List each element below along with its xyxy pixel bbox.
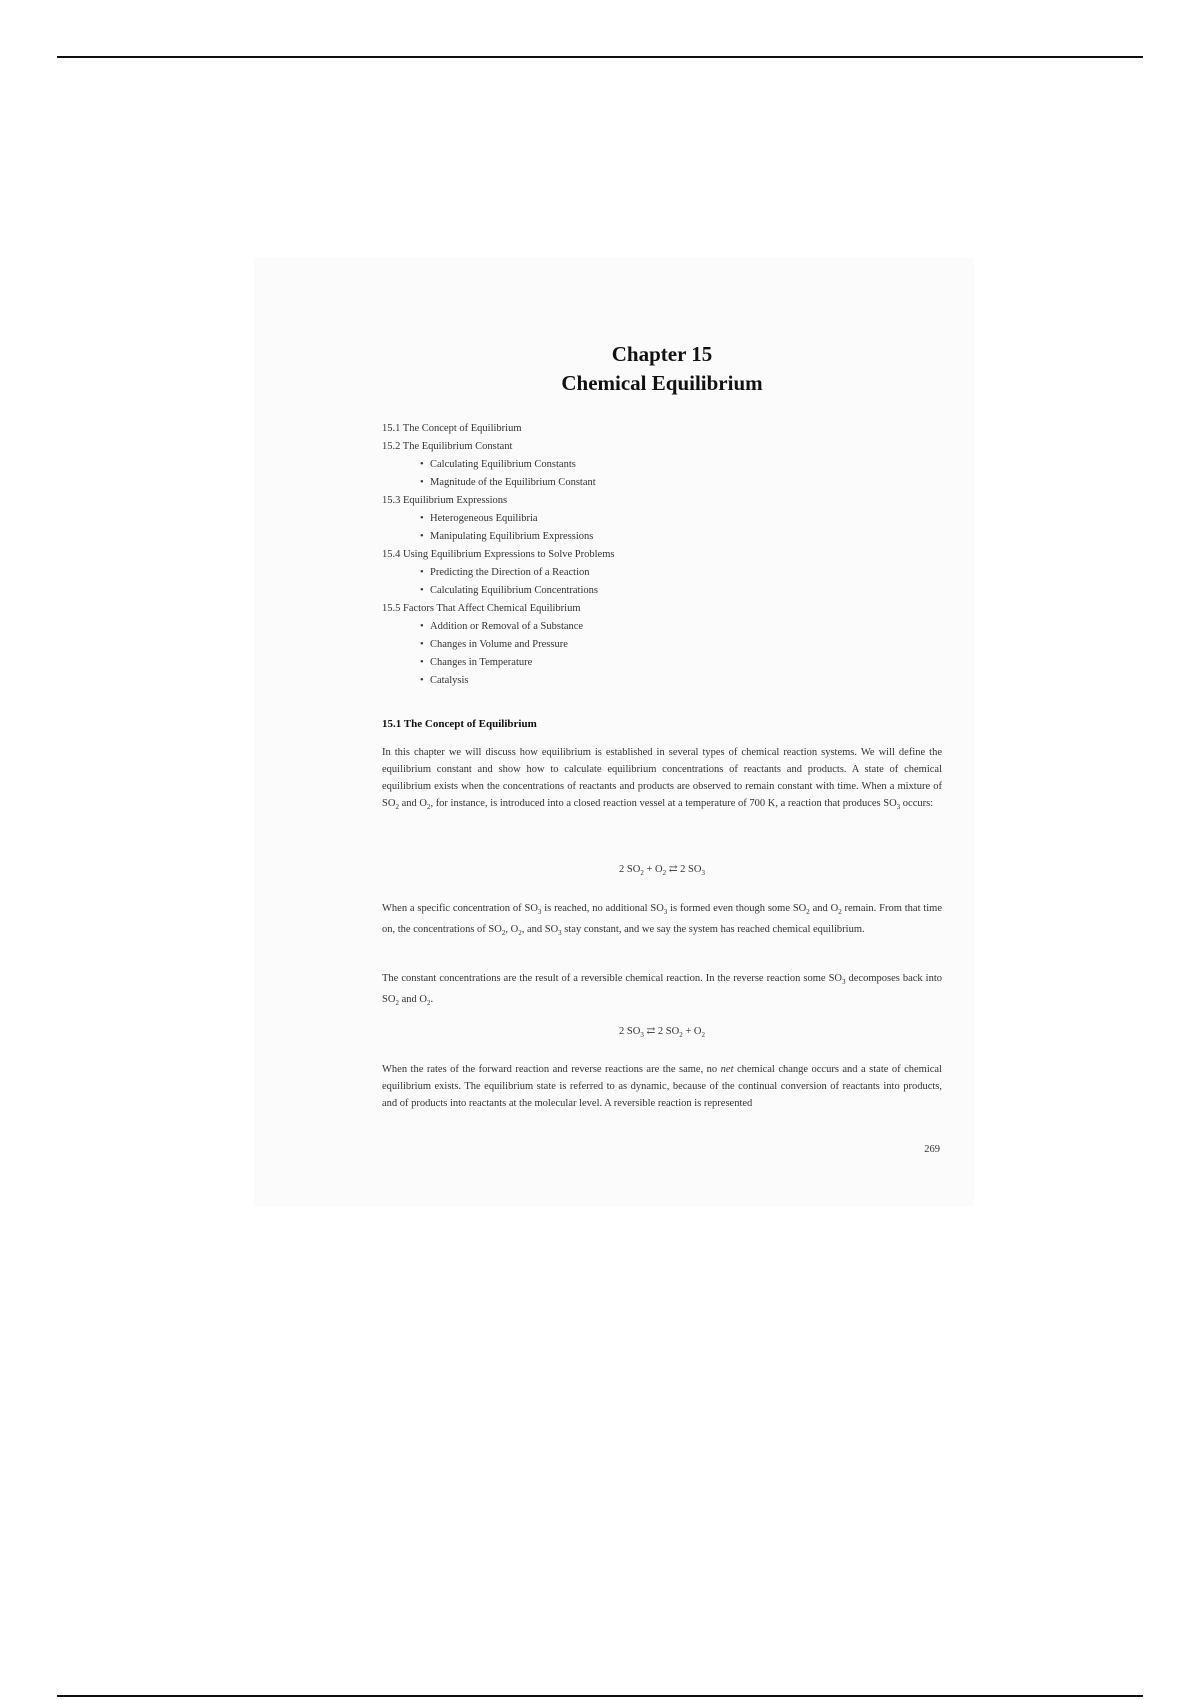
text-run: occurs:	[900, 798, 934, 809]
text-run: , and SO	[521, 924, 559, 936]
table-of-contents	[382, 420, 942, 690]
subscript: 2	[426, 999, 431, 1008]
equation-forward	[382, 863, 942, 877]
text-run: stay constant, and we say the system has reached chemical equilibrium.	[561, 924, 865, 936]
subscript: 3	[701, 869, 705, 878]
toc-item	[382, 582, 942, 600]
subscript: 2	[640, 869, 644, 878]
toc-section-15-5: 15.5 Factors That Affect Chemical Equilibrium	[382, 603, 581, 614]
text-run: ⇄ 2 SO	[643, 1026, 680, 1037]
document-page	[254, 258, 974, 1206]
bullet-icon: •	[420, 513, 424, 524]
bullet-icon: •	[420, 675, 424, 686]
subscript: 2	[806, 908, 810, 917]
subscript: 2	[701, 1031, 705, 1040]
subscript: 2	[395, 999, 399, 1008]
bullet-icon: •	[420, 585, 424, 596]
text-run: + O	[643, 864, 663, 875]
subscript: 2	[679, 1031, 683, 1040]
toc-section-15-2: 15.2 The Equilibrium Constant	[382, 441, 513, 452]
chapter-title: Chemical Equilibrium	[561, 371, 763, 395]
toc-item-label: Calculating Equilibrium Constants	[430, 459, 576, 470]
subscript: 3	[640, 1031, 644, 1040]
paragraph-dynamic	[382, 1061, 942, 1112]
page-number: 269	[924, 1144, 940, 1155]
text-run: decomposes back into SO	[382, 973, 942, 1006]
text-run: When the rates of the forward reaction and reverse reactions are the same, no	[382, 1064, 721, 1075]
toc-item	[382, 654, 942, 672]
text-run: and O	[809, 903, 839, 914]
toc-item	[382, 528, 942, 546]
toc-item-label: Manipulating Equilibrium Expressions	[430, 531, 594, 542]
toc-item-label: Changes in Temperature	[430, 657, 533, 668]
section-heading: 15.1 The Concept of Equilibrium	[382, 718, 537, 730]
bullet-icon: •	[420, 639, 424, 650]
subscript: 2	[426, 803, 431, 812]
text-run: + O	[682, 1026, 702, 1037]
toc-item-label: Magnitude of the Equilibrium Constant	[430, 477, 596, 488]
bullet-icon: •	[420, 621, 424, 632]
bottom-rule	[57, 1695, 1143, 1697]
bullet-icon: •	[420, 657, 424, 668]
subscript: 3	[537, 908, 542, 917]
toc-section-15-3: 15.3 Equilibrium Expressions	[382, 495, 508, 506]
text-run: remain. From that time on, the concentrations of SO	[382, 903, 942, 936]
toc-item-label: Catalysis	[430, 675, 469, 686]
toc-item	[382, 618, 942, 636]
toc-section-15-4: 15.4 Using Equilibrium Expressions to Solve Problems	[382, 549, 615, 560]
text-run: The constant concentrations are the result of a reversible chemical reaction. In the reverse reaction some SO	[382, 973, 842, 984]
text-run: When a specific concentration of SO	[382, 903, 538, 914]
bullet-icon: •	[420, 531, 424, 542]
toc-item-label: Changes in Volume and Pressure	[430, 639, 568, 650]
toc-item	[382, 564, 942, 582]
text-run: 2 SO	[619, 864, 641, 875]
subscript: 2	[838, 908, 842, 917]
subscript: 2	[518, 929, 522, 938]
subscript: 3	[558, 929, 562, 938]
text-run: In this chapter we will discuss how equilibrium is established in several types of chemical reaction systems. We will define the equilibrium constant and show how to calculate equilibrium concentrations of reactants and products. A state of chemical equilibrium exists when the concentrations of reactants and products are observed to remain constant with time. When a mixture of SO	[382, 747, 942, 809]
bullet-icon: •	[420, 567, 424, 578]
toc-item	[382, 672, 942, 690]
text-run: 2 SO	[619, 1026, 641, 1037]
toc-section-15-1: 15.1 The Concept of Equilibrium	[382, 423, 522, 434]
toc-item-label: Predicting the Direction of a Reaction	[430, 567, 590, 578]
toc-item	[382, 474, 942, 492]
subscript: 2	[501, 929, 506, 938]
text-run: is reached, no additional SO	[541, 903, 664, 914]
emphasis-net: net	[720, 1064, 734, 1075]
text-run: , for instance, is introduced into a closed reaction vessel at a temperature of 700 K, a reaction that produces SO	[430, 798, 897, 809]
text-run: chemical change occurs and a state of chemical equilibrium exists. The equilibrium state is referred to as dynamic, because of the continual conversion of reactants into products, and of products into reactants at the molecular level. A reversible reaction is represented	[382, 1064, 942, 1109]
paragraph-intro	[382, 744, 942, 816]
subscript: 2	[395, 803, 399, 812]
paragraph-reversible	[382, 970, 942, 1012]
toc-item-label: Heterogeneous Equilibria	[430, 513, 538, 524]
text-run: and O	[398, 994, 427, 1006]
paragraph-equilibrium-reached	[382, 900, 942, 942]
toc-item	[382, 636, 942, 654]
toc-item-label: Addition or Removal of a Substance	[430, 621, 584, 632]
text-run: , O	[505, 924, 519, 936]
subscript: 3	[896, 803, 901, 812]
text-run: is formed even though some SO	[667, 903, 807, 914]
top-rule	[57, 56, 1143, 58]
toc-item	[382, 456, 942, 474]
bullet-icon: •	[420, 459, 424, 470]
text-run: ⇄ 2 SO	[666, 864, 702, 875]
toc-item-label: Calculating Equilibrium Concentrations	[430, 585, 598, 596]
subscript: 3	[842, 978, 846, 987]
toc-item	[382, 510, 942, 528]
equation-reverse	[382, 1025, 942, 1039]
text-run: .	[430, 994, 434, 1006]
subscript: 3	[663, 908, 668, 917]
text-run: and O	[398, 798, 427, 809]
bullet-icon: •	[420, 477, 424, 488]
subscript: 2	[662, 869, 667, 878]
chapter-number: Chapter 15	[611, 342, 713, 366]
